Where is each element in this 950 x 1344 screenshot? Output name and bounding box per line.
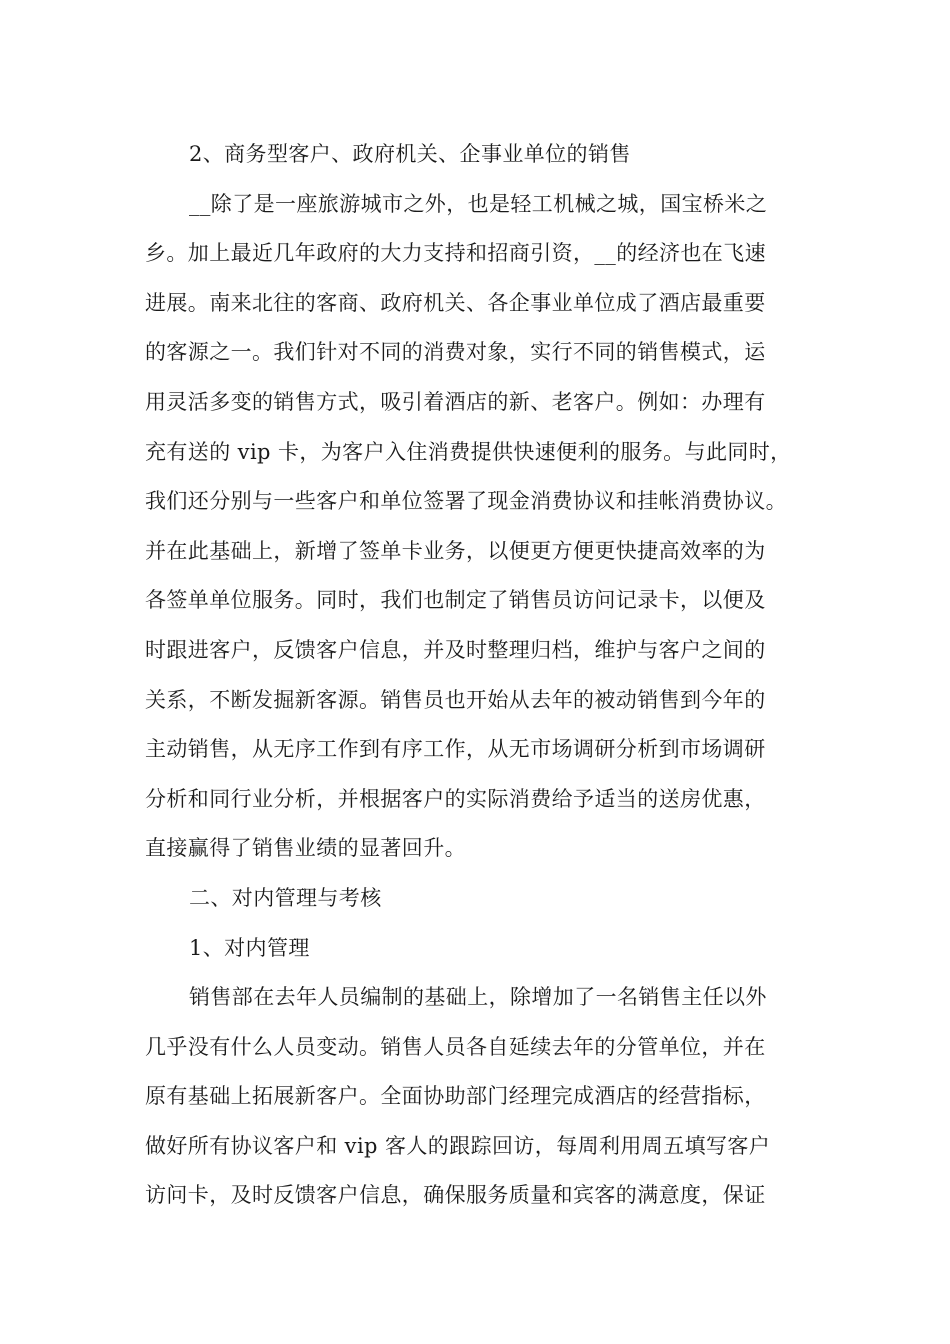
paragraph-line: 分析和同行业分析，并根据客户的实际消费给予适当的送房优惠， [145, 786, 766, 811]
paragraph-line: 各签单单位服务。同时，我们也制定了销售员访问记录卡，以便及 [145, 588, 766, 613]
paragraph-line: 销售部在去年人员编制的基础上，除增加了一名销售主任以外 [189, 985, 767, 1010]
paragraph-line: 我们还分别与一些客户和单位签署了现金消费协议和挂帐消费协议。 [145, 489, 787, 514]
paragraph-line: 进展。南来北往的客商、政府机关、各企事业单位成了酒店最重要 [145, 290, 766, 315]
paragraph-line: 原有基础上拓展新客户。全面协助部门经理完成酒店的经营指标， [145, 1084, 766, 1109]
paragraph-line: 访问卡，及时反馈客户信息，确保服务质量和宾客的满意度，保证 [145, 1183, 766, 1208]
paragraph-line: __除了是一座旅游城市之外，也是轻工机械之城，国宝桥米之 [189, 191, 768, 216]
paragraph-line: 关系，不断发掘新客源。销售员也开始从去年的被动销售到今年的 [145, 687, 766, 712]
paragraph-line: 乡。加上最近几年政府的大力支持和招商引资，__的经济也在飞速 [145, 241, 766, 266]
paragraph-business-sales [145, 180, 820, 874]
paragraph-line: 用灵活多变的销售方式，吸引着酒店的新、老客户。例如：办理有 [145, 389, 766, 414]
paragraph-line: 的客源之一。我们针对不同的消费对象，实行不同的销售模式，运 [145, 340, 766, 365]
paragraph-line: 主动销售，从无序工作到有序工作，从无市场调研分析到市场调研 [145, 737, 766, 762]
subsection-heading-internal-management: 1、对内管理 [189, 935, 310, 960]
section-heading-internal-management: 二、对内管理与考核 [189, 885, 382, 910]
paragraph-line: 充有送的 vip 卡，为客户入住消费提供快速便利的服务。与此同时， [145, 439, 792, 464]
paragraph-line: 时跟进客户，反馈客户信息，并及时整理归档，维护与客户之间的 [145, 637, 766, 662]
paragraph-line: 直接赢得了销售业绩的显著回升。 [145, 836, 466, 861]
paragraph-line: 做好所有协议客户和 vip 客人的跟踪回访，每周利用周五填写客户 [145, 1133, 771, 1158]
paragraph-line: 几乎没有什么人员变动。销售人员各自延续去年的分管单位，并在 [145, 1034, 766, 1059]
section-heading-business-sales: 2、商务型客户、政府机关、企事业单位的销售 [189, 142, 631, 166]
paragraph-line: 并在此基础上，新增了签单卡业务，以便更方便更快捷高效率的为 [145, 538, 766, 563]
paragraph-internal-management [145, 973, 820, 1221]
